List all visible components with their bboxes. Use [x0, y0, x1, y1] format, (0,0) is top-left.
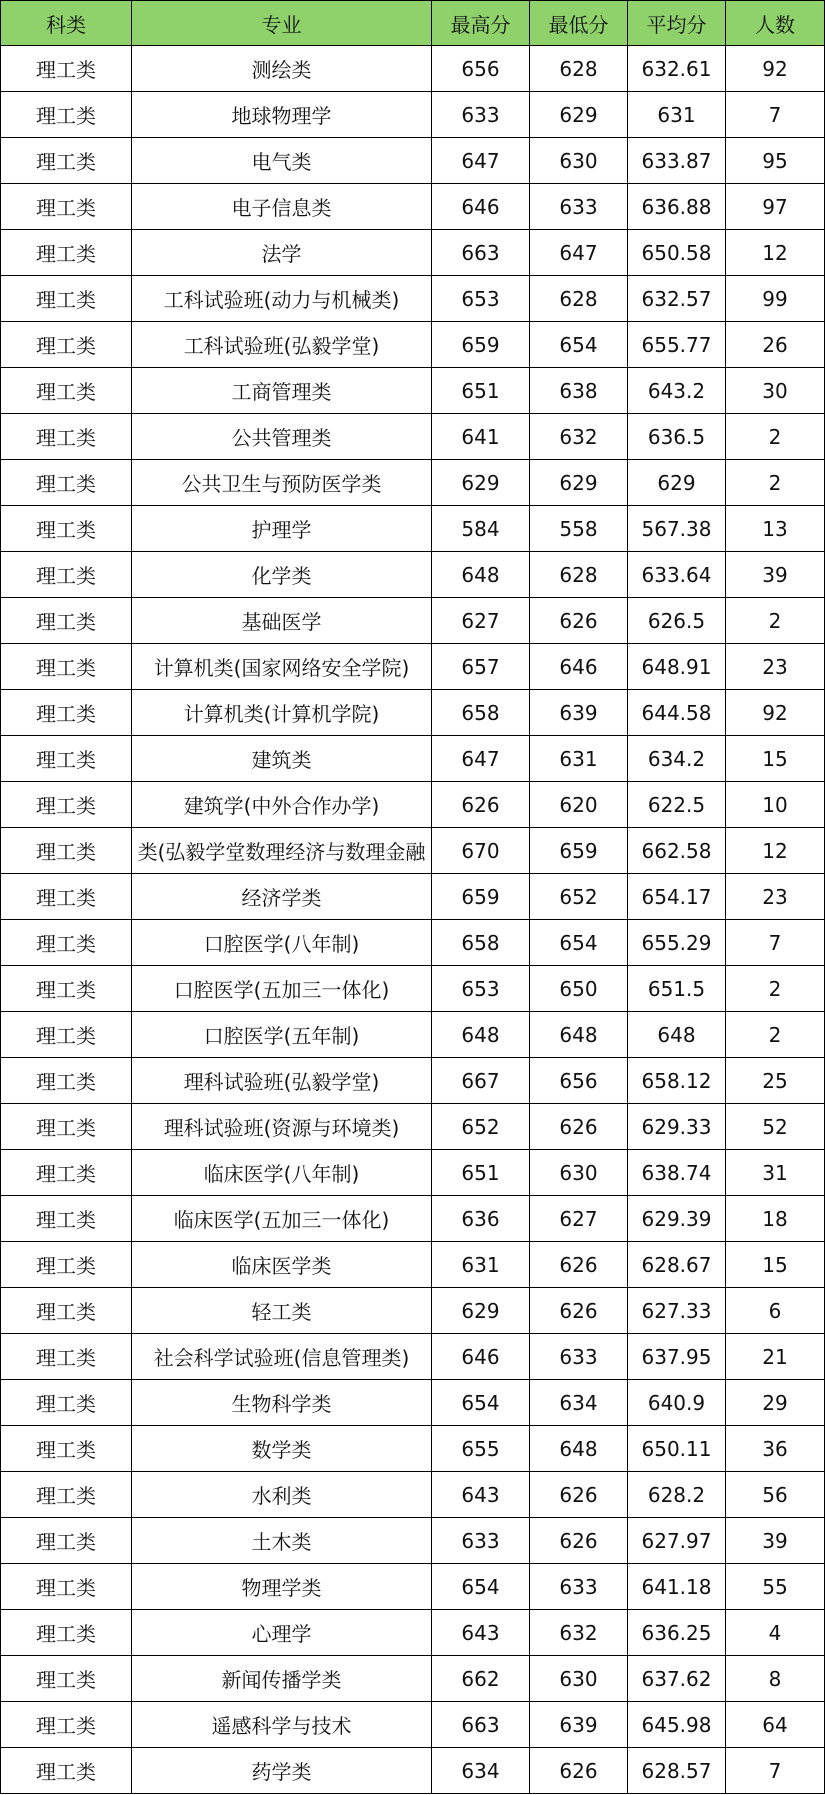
- cell-min-score: 650: [530, 966, 628, 1012]
- cell-count: 97: [726, 184, 825, 230]
- table-row: [1, 1702, 825, 1748]
- cell-avg-score: 629.33: [628, 1104, 726, 1150]
- cell-min-score: 628: [530, 46, 628, 92]
- cell-avg-score: 655.77: [628, 322, 726, 368]
- cell-count: 8: [726, 1656, 825, 1702]
- cell-category: 理工类: [1, 276, 132, 322]
- cell-min-score: 627: [530, 1196, 628, 1242]
- header-avg-score: 平均分: [628, 1, 726, 46]
- cell-major: 公共卫生与预防医学类: [132, 460, 432, 506]
- cell-max-score: 651: [432, 368, 530, 414]
- cell-max-score: 670: [432, 828, 530, 874]
- table-row: [1, 782, 825, 828]
- cell-category: 理工类: [1, 1656, 132, 1702]
- cell-avg-score: 637.95: [628, 1334, 726, 1380]
- cell-avg-score: 644.58: [628, 690, 726, 736]
- cell-major: 理科试验班(弘毅学堂): [132, 1058, 432, 1104]
- cell-category: 理工类: [1, 920, 132, 966]
- cell-min-score: 630: [530, 1656, 628, 1702]
- cell-major: 社会科学试验班(信息管理类): [132, 1334, 432, 1380]
- cell-category: 理工类: [1, 598, 132, 644]
- cell-major: 药学类: [132, 1748, 432, 1794]
- header-category: 科类: [1, 1, 132, 46]
- cell-major: 临床医学(五加三一体化): [132, 1196, 432, 1242]
- cell-max-score: 656: [432, 46, 530, 92]
- cell-min-score: 638: [530, 368, 628, 414]
- cell-max-score: 659: [432, 322, 530, 368]
- cell-max-score: 654: [432, 1380, 530, 1426]
- cell-major: 口腔医学(五加三一体化): [132, 966, 432, 1012]
- cell-max-score: 659: [432, 874, 530, 920]
- cell-major: 生物科学类: [132, 1380, 432, 1426]
- cell-category: 理工类: [1, 736, 132, 782]
- cell-avg-score: 650.58: [628, 230, 726, 276]
- cell-major: 建筑类: [132, 736, 432, 782]
- cell-max-score: 647: [432, 736, 530, 782]
- cell-avg-score: 636.5: [628, 414, 726, 460]
- cell-avg-score: 628.2: [628, 1472, 726, 1518]
- cell-major: 理科试验班(资源与环境类): [132, 1104, 432, 1150]
- cell-max-score: 655: [432, 1426, 530, 1472]
- cell-avg-score: 648: [628, 1012, 726, 1058]
- cell-max-score: 633: [432, 1518, 530, 1564]
- cell-category: 理工类: [1, 1748, 132, 1794]
- cell-major: 心理学: [132, 1610, 432, 1656]
- cell-major: 临床医学(八年制): [132, 1150, 432, 1196]
- table-row: [1, 1748, 825, 1794]
- cell-avg-score: 643.2: [628, 368, 726, 414]
- cell-major: 计算机类(计算机学院): [132, 690, 432, 736]
- table-row: [1, 184, 825, 230]
- cell-min-score: 654: [530, 920, 628, 966]
- cell-avg-score: 645.98: [628, 1702, 726, 1748]
- cell-min-score: 626: [530, 1104, 628, 1150]
- cell-max-score: 646: [432, 184, 530, 230]
- table-header: [1, 1, 825, 46]
- cell-avg-score: 637.62: [628, 1656, 726, 1702]
- cell-max-score: 658: [432, 690, 530, 736]
- cell-category: 理工类: [1, 1150, 132, 1196]
- cell-count: 30: [726, 368, 825, 414]
- cell-min-score: 631: [530, 736, 628, 782]
- cell-min-score: 648: [530, 1012, 628, 1058]
- cell-count: 13: [726, 506, 825, 552]
- cell-min-score: 656: [530, 1058, 628, 1104]
- cell-major: 地球物理学: [132, 92, 432, 138]
- cell-category: 理工类: [1, 1058, 132, 1104]
- cell-count: 10: [726, 782, 825, 828]
- cell-count: 99: [726, 276, 825, 322]
- cell-major: 土木类: [132, 1518, 432, 1564]
- table-row: [1, 966, 825, 1012]
- cell-min-score: 629: [530, 460, 628, 506]
- cell-category: 理工类: [1, 1288, 132, 1334]
- cell-max-score: 633: [432, 92, 530, 138]
- table-row: [1, 1610, 825, 1656]
- cell-major: 公共管理类: [132, 414, 432, 460]
- cell-category: 理工类: [1, 874, 132, 920]
- cell-min-score: 659: [530, 828, 628, 874]
- cell-min-score: 634: [530, 1380, 628, 1426]
- cell-major: 临床医学类: [132, 1242, 432, 1288]
- cell-count: 39: [726, 552, 825, 598]
- cell-category: 理工类: [1, 1380, 132, 1426]
- cell-avg-score: 636.88: [628, 184, 726, 230]
- cell-major: 测绘类: [132, 46, 432, 92]
- cell-avg-score: 629: [628, 460, 726, 506]
- cell-category: 理工类: [1, 644, 132, 690]
- cell-count: 23: [726, 874, 825, 920]
- cell-major: 数学类: [132, 1426, 432, 1472]
- cell-category: 理工类: [1, 230, 132, 276]
- cell-category: 理工类: [1, 1426, 132, 1472]
- cell-major: 遥感科学与技术: [132, 1702, 432, 1748]
- cell-min-score: 633: [530, 184, 628, 230]
- cell-category: 理工类: [1, 322, 132, 368]
- cell-major: 口腔医学(五年制): [132, 1012, 432, 1058]
- cell-category: 理工类: [1, 1012, 132, 1058]
- table-row: [1, 1564, 825, 1610]
- cell-max-score: 667: [432, 1058, 530, 1104]
- header-row: [1, 1, 825, 46]
- cell-major: 工商管理类: [132, 368, 432, 414]
- cell-major: 轻工类: [132, 1288, 432, 1334]
- cell-major: 法学: [132, 230, 432, 276]
- cell-count: 12: [726, 230, 825, 276]
- cell-major: 经济学类: [132, 874, 432, 920]
- cell-avg-score: 655.29: [628, 920, 726, 966]
- cell-category: 理工类: [1, 1564, 132, 1610]
- cell-avg-score: 634.2: [628, 736, 726, 782]
- table-row: [1, 322, 825, 368]
- cell-category: 理工类: [1, 828, 132, 874]
- table-body: [1, 46, 825, 1794]
- cell-major: 工科试验班(动力与机械类): [132, 276, 432, 322]
- cell-max-score: 629: [432, 1288, 530, 1334]
- cell-avg-score: 636.25: [628, 1610, 726, 1656]
- cell-avg-score: 632.57: [628, 276, 726, 322]
- cell-major: 建筑学(中外合作办学): [132, 782, 432, 828]
- cell-count: 23: [726, 644, 825, 690]
- cell-max-score: 653: [432, 966, 530, 1012]
- cell-min-score: 633: [530, 1334, 628, 1380]
- table-row: [1, 276, 825, 322]
- cell-count: 31: [726, 1150, 825, 1196]
- cell-count: 6: [726, 1288, 825, 1334]
- table-row: [1, 138, 825, 184]
- cell-min-score: 639: [530, 1702, 628, 1748]
- cell-min-score: 632: [530, 1610, 628, 1656]
- cell-major: 工科试验班(弘毅学堂): [132, 322, 432, 368]
- cell-avg-score: 638.74: [628, 1150, 726, 1196]
- cell-min-score: 648: [530, 1426, 628, 1472]
- cell-category: 理工类: [1, 368, 132, 414]
- table-row: [1, 460, 825, 506]
- cell-min-score: 626: [530, 598, 628, 644]
- cell-min-score: 633: [530, 1564, 628, 1610]
- cell-category: 理工类: [1, 1518, 132, 1564]
- cell-max-score: 627: [432, 598, 530, 644]
- cell-max-score: 651: [432, 1150, 530, 1196]
- cell-count: 15: [726, 736, 825, 782]
- header-min-score: 最低分: [530, 1, 628, 46]
- cell-max-score: 654: [432, 1564, 530, 1610]
- cell-min-score: 626: [530, 1472, 628, 1518]
- cell-avg-score: 628.67: [628, 1242, 726, 1288]
- cell-avg-score: 627.97: [628, 1518, 726, 1564]
- cell-max-score: 658: [432, 920, 530, 966]
- cell-count: 2: [726, 598, 825, 644]
- cell-min-score: 626: [530, 1288, 628, 1334]
- cell-max-score: 584: [432, 506, 530, 552]
- cell-max-score: 653: [432, 276, 530, 322]
- cell-category: 理工类: [1, 1104, 132, 1150]
- cell-category: 理工类: [1, 460, 132, 506]
- cell-major: 化学类: [132, 552, 432, 598]
- cell-avg-score: 651.5: [628, 966, 726, 1012]
- table-row: [1, 506, 825, 552]
- table-row: [1, 1288, 825, 1334]
- cell-avg-score: 633.87: [628, 138, 726, 184]
- cell-count: 2: [726, 460, 825, 506]
- cell-min-score: 620: [530, 782, 628, 828]
- cell-max-score: 663: [432, 230, 530, 276]
- cell-avg-score: 662.58: [628, 828, 726, 874]
- cell-count: 18: [726, 1196, 825, 1242]
- cell-min-score: 646: [530, 644, 628, 690]
- cell-count: 56: [726, 1472, 825, 1518]
- cell-category: 理工类: [1, 138, 132, 184]
- cell-avg-score: 567.38: [628, 506, 726, 552]
- cell-count: 2: [726, 966, 825, 1012]
- cell-max-score: 636: [432, 1196, 530, 1242]
- cell-max-score: 631: [432, 1242, 530, 1288]
- table-row: [1, 920, 825, 966]
- cell-min-score: 652: [530, 874, 628, 920]
- cell-max-score: 648: [432, 1012, 530, 1058]
- cell-max-score: 663: [432, 1702, 530, 1748]
- cell-major: 基础医学: [132, 598, 432, 644]
- table-row: [1, 1380, 825, 1426]
- cell-major: 口腔医学(八年制): [132, 920, 432, 966]
- cell-avg-score: 629.39: [628, 1196, 726, 1242]
- table-row: [1, 690, 825, 736]
- header-max-score: 最高分: [432, 1, 530, 46]
- cell-category: 理工类: [1, 92, 132, 138]
- cell-max-score: 634: [432, 1748, 530, 1794]
- cell-avg-score: 654.17: [628, 874, 726, 920]
- header-count: 人数: [726, 1, 825, 46]
- cell-max-score: 662: [432, 1656, 530, 1702]
- cell-major: 计算机类(国家网络安全学院): [132, 644, 432, 690]
- cell-count: 92: [726, 46, 825, 92]
- cell-max-score: 629: [432, 460, 530, 506]
- cell-major: 护理学: [132, 506, 432, 552]
- cell-count: 26: [726, 322, 825, 368]
- cell-min-score: 629: [530, 92, 628, 138]
- cell-min-score: 626: [530, 1518, 628, 1564]
- cell-category: 理工类: [1, 782, 132, 828]
- cell-count: 39: [726, 1518, 825, 1564]
- cell-min-score: 626: [530, 1242, 628, 1288]
- cell-category: 理工类: [1, 506, 132, 552]
- cell-avg-score: 633.64: [628, 552, 726, 598]
- table-row: [1, 874, 825, 920]
- table-row: [1, 46, 825, 92]
- cell-category: 理工类: [1, 1334, 132, 1380]
- cell-count: 52: [726, 1104, 825, 1150]
- cell-max-score: 652: [432, 1104, 530, 1150]
- table-row: [1, 1058, 825, 1104]
- cell-major: 类(弘毅学堂数理经济与数理金融: [132, 828, 432, 874]
- cell-min-score: 654: [530, 322, 628, 368]
- table-row: [1, 1518, 825, 1564]
- cell-category: 理工类: [1, 414, 132, 460]
- cell-category: 理工类: [1, 46, 132, 92]
- cell-category: 理工类: [1, 1242, 132, 1288]
- cell-avg-score: 650.11: [628, 1426, 726, 1472]
- cell-min-score: 558: [530, 506, 628, 552]
- cell-category: 理工类: [1, 966, 132, 1012]
- cell-max-score: 641: [432, 414, 530, 460]
- cell-count: 25: [726, 1058, 825, 1104]
- cell-min-score: 647: [530, 230, 628, 276]
- cell-avg-score: 641.18: [628, 1564, 726, 1610]
- cell-category: 理工类: [1, 552, 132, 598]
- table-row: [1, 92, 825, 138]
- table-row: [1, 368, 825, 414]
- table-row: [1, 1150, 825, 1196]
- table-row: [1, 1242, 825, 1288]
- cell-category: 理工类: [1, 690, 132, 736]
- cell-count: 36: [726, 1426, 825, 1472]
- cell-count: 64: [726, 1702, 825, 1748]
- cell-category: 理工类: [1, 1702, 132, 1748]
- cell-category: 理工类: [1, 1196, 132, 1242]
- header-major: 专业: [132, 1, 432, 46]
- cell-major: 电气类: [132, 138, 432, 184]
- cell-count: 12: [726, 828, 825, 874]
- cell-min-score: 626: [530, 1748, 628, 1794]
- table-row: [1, 828, 825, 874]
- cell-count: 95: [726, 138, 825, 184]
- cell-max-score: 643: [432, 1472, 530, 1518]
- cell-count: 4: [726, 1610, 825, 1656]
- cell-count: 2: [726, 414, 825, 460]
- cell-category: 理工类: [1, 1472, 132, 1518]
- cell-count: 2: [726, 1012, 825, 1058]
- cell-min-score: 630: [530, 1150, 628, 1196]
- cell-max-score: 643: [432, 1610, 530, 1656]
- cell-category: 理工类: [1, 184, 132, 230]
- cell-count: 7: [726, 92, 825, 138]
- cell-avg-score: 658.12: [628, 1058, 726, 1104]
- cell-min-score: 628: [530, 276, 628, 322]
- cell-max-score: 647: [432, 138, 530, 184]
- cell-avg-score: 627.33: [628, 1288, 726, 1334]
- table-row: [1, 1104, 825, 1150]
- table-row: [1, 552, 825, 598]
- table-row: [1, 1012, 825, 1058]
- cell-count: 21: [726, 1334, 825, 1380]
- cell-min-score: 630: [530, 138, 628, 184]
- cell-major: 水利类: [132, 1472, 432, 1518]
- table-row: [1, 736, 825, 782]
- table-row: [1, 1656, 825, 1702]
- cell-count: 15: [726, 1242, 825, 1288]
- cell-major: 新闻传播学类: [132, 1656, 432, 1702]
- cell-count: 7: [726, 1748, 825, 1794]
- cell-avg-score: 628.57: [628, 1748, 726, 1794]
- cell-avg-score: 622.5: [628, 782, 726, 828]
- cell-max-score: 657: [432, 644, 530, 690]
- table-row: [1, 230, 825, 276]
- table-row: [1, 414, 825, 460]
- cell-min-score: 639: [530, 690, 628, 736]
- cell-max-score: 626: [432, 782, 530, 828]
- cell-max-score: 648: [432, 552, 530, 598]
- cell-avg-score: 648.91: [628, 644, 726, 690]
- table-row: [1, 1426, 825, 1472]
- cell-count: 55: [726, 1564, 825, 1610]
- cell-max-score: 646: [432, 1334, 530, 1380]
- table-row: [1, 1334, 825, 1380]
- cell-major: 电子信息类: [132, 184, 432, 230]
- cell-avg-score: 631: [628, 92, 726, 138]
- cell-avg-score: 632.61: [628, 46, 726, 92]
- cell-min-score: 628: [530, 552, 628, 598]
- cell-min-score: 632: [530, 414, 628, 460]
- table-row: [1, 644, 825, 690]
- cell-category: 理工类: [1, 1610, 132, 1656]
- cell-major: 物理学类: [132, 1564, 432, 1610]
- table-row: [1, 1196, 825, 1242]
- table-row: [1, 598, 825, 644]
- cell-avg-score: 626.5: [628, 598, 726, 644]
- cell-count: 92: [726, 690, 825, 736]
- cell-avg-score: 640.9: [628, 1380, 726, 1426]
- cell-count: 7: [726, 920, 825, 966]
- table-row: [1, 1472, 825, 1518]
- cell-count: 29: [726, 1380, 825, 1426]
